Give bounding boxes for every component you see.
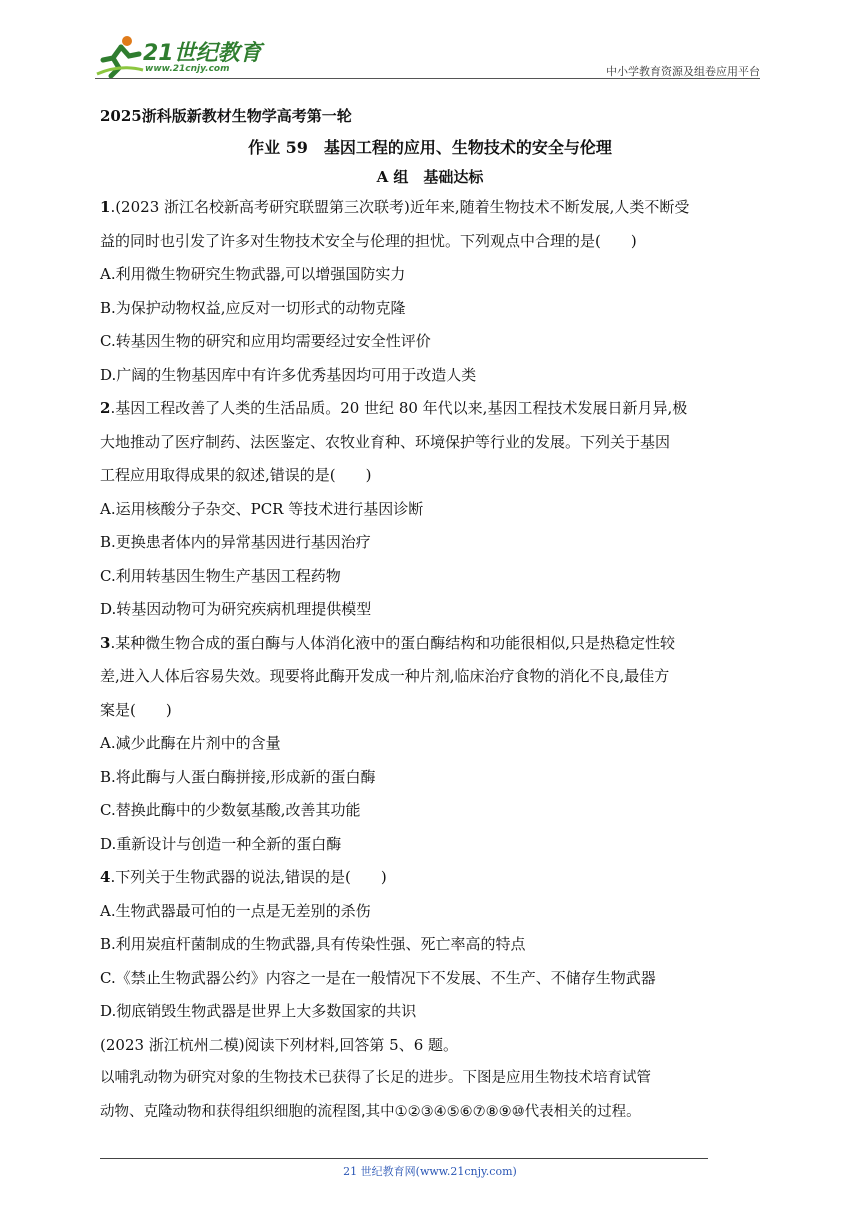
question-number: 2 bbox=[100, 399, 111, 417]
option-d: D.重新设计与创造一种全新的蛋白酶 bbox=[100, 834, 342, 853]
material-line: 动物、克隆动物和获得组织细胞的流程图,其中①②③④⑤⑥⑦⑧⑨⑩代表相关的过程。 bbox=[100, 1103, 641, 1120]
logo bbox=[95, 34, 270, 78]
question-stem-line: 工程应用取得成果的叙述,错误的是( ) bbox=[100, 466, 372, 484]
group-title: A 组 基础达标 bbox=[376, 168, 484, 186]
question-stem: 3.某种微生物合成的蛋白酶与人体消化液中的蛋白酶结构和功能很相似,只是热稳定性较 bbox=[100, 633, 675, 652]
doc-title: 2025浙科版新教材生物学高考第一轮 bbox=[100, 107, 352, 125]
question-number: 3 bbox=[100, 633, 111, 652]
question-2 bbox=[100, 392, 760, 627]
option-a: A.运用核酸分子杂交、PCR 等技术进行基因诊断 bbox=[100, 499, 424, 518]
option-a: A.减少此酶在片剂中的含量 bbox=[100, 734, 281, 752]
option-d: D.广阔的生物基因库中有许多优秀基因均可用于改造人类 bbox=[100, 365, 477, 384]
question-stem: 2.基因工程改善了人类的生活品质。20 世纪 80 年代以来,基因工程技术发展日新月异,极 bbox=[100, 399, 688, 417]
option-b: B.利用炭疽杆菌制成的生物武器,具有传染性强、死亡率高的特点 bbox=[100, 935, 526, 953]
question-stem-line: 益的同时也引发了许多对生物技术安全与伦理的担忧。下列观点中合理的是( ) bbox=[100, 231, 637, 250]
question-stem: 1.(2023 浙江名校新高考研究联盟第三次联考)近年来,随着生物技术不断发展,人类不断受 bbox=[100, 198, 690, 216]
material-intro: (2023 浙江杭州二模)阅读下列材料,回答第 5、6 题。 bbox=[100, 1035, 459, 1054]
question-3 bbox=[100, 627, 760, 862]
question-stem: 4.下列关于生物武器的说法,错误的是( ) bbox=[100, 868, 387, 886]
option-c: C.转基因生物的研究和应用均需要经过安全性评价 bbox=[100, 332, 431, 350]
question-stem-line: 大地推动了医疗制药、法医鉴定、农牧业育种、环境保护等行业的发展。下列关于基因 bbox=[100, 432, 671, 451]
option-c: C.替换此酶中的少数氨基酸,改善其功能 bbox=[100, 801, 361, 819]
document-body bbox=[100, 103, 760, 1129]
assignment-title: 作业 59 基因工程的应用、生物技术的安全与伦理 bbox=[248, 138, 612, 157]
platform-label: 中小学教育资源及组卷应用平台 bbox=[606, 65, 760, 78]
question-stem-line: 差,进入人体后容易失效。现要将此酶开发成一种片剂,临床治疗食物的消化不良,最佳方 bbox=[100, 667, 670, 685]
logo-url: www.21cnjy.com bbox=[145, 64, 230, 74]
question-stem-line: 案是( ) bbox=[100, 700, 172, 719]
logo-text: 21世纪教育 bbox=[143, 41, 262, 66]
footer-text[interactable]: 21 世纪教育网(www.21cnjy.com) bbox=[343, 1165, 517, 1178]
option-b: B.更换患者体内的异常基因进行基因治疗 bbox=[100, 533, 371, 551]
material-line: 以哺乳动物为研究对象的生物技术已获得了长足的进步。下图是应用生物技术培育试管 bbox=[100, 1070, 651, 1086]
page-header bbox=[95, 30, 760, 80]
option-c: C.利用转基因生物生产基因工程药物 bbox=[100, 566, 341, 585]
question-1 bbox=[100, 191, 760, 392]
footer-divider bbox=[100, 1158, 708, 1159]
question-number: 4 bbox=[100, 868, 111, 886]
option-a: A.生物武器最可怕的一点是无差别的杀伤 bbox=[100, 901, 371, 920]
header-divider bbox=[95, 78, 760, 79]
option-c: C.《禁止生物武器公约》内容之一是在一般情况下不发展、不生产、不储存生物武器 bbox=[100, 968, 656, 987]
runner-logo-icon bbox=[95, 34, 145, 78]
question-number: 1 bbox=[100, 198, 111, 216]
option-d: D.转基因动物可为研究疾病机理提供模型 bbox=[100, 600, 372, 618]
option-b: B.为保护动物权益,应反对一切形式的动物克隆 bbox=[100, 298, 406, 317]
option-b: B.将此酶与人蛋白酶拼接,形成新的蛋白酶 bbox=[100, 767, 376, 786]
option-d: D.彻底销毁生物武器是世界上大多数国家的共识 bbox=[100, 1002, 417, 1020]
question-4 bbox=[100, 861, 760, 1029]
option-a: A.利用微生物研究生物武器,可以增强国防实力 bbox=[100, 265, 406, 283]
